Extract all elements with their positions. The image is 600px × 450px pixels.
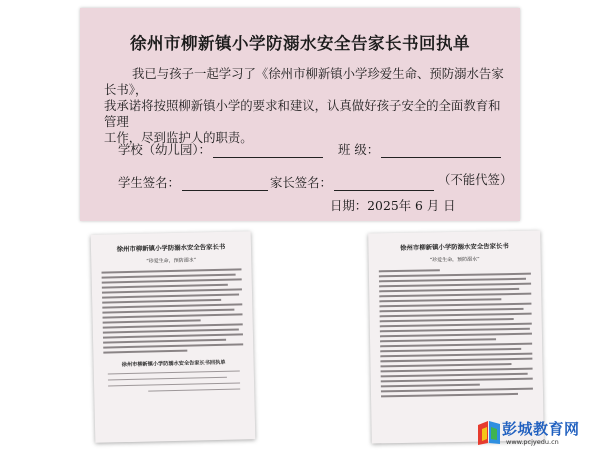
- class-blank: [381, 145, 501, 158]
- letter-left-receipt-title: 徐州市柳新镇小学防溺水安全告家长书回执单: [121, 359, 226, 368]
- letter-left-subtitle: “珍爱生命，预防溺水”: [146, 257, 197, 265]
- school-blank: [213, 145, 323, 158]
- book-logo-icon: [476, 419, 502, 447]
- no-proxy-note: （不能代签）: [438, 172, 513, 187]
- class-label: 班 级：: [338, 142, 380, 157]
- paragraph-line-2: 我承诺将按照柳新镇小学的要求和建议，认真做好孩子安全的全面教育和管理: [104, 98, 501, 129]
- student-sign-field: [118, 173, 268, 191]
- brand-url: www.pcjyedu.cn: [506, 438, 559, 446]
- letter-left-title: 徐州市柳新镇小学防溺水安全告家长书: [116, 242, 226, 254]
- letter-left-receipt-lines: [108, 370, 240, 392]
- parent-sign-field: [270, 173, 434, 191]
- brand-name: 彭城教育网: [502, 420, 580, 438]
- letter-photo-right: [368, 231, 544, 444]
- paragraph-line-3: 工作，尽到监护人的职责。: [104, 130, 253, 145]
- letter-right-title: 徐州市柳新镇小学防溺水安全告家长书: [400, 242, 509, 252]
- letter-right-body: [379, 268, 533, 397]
- class-field: [338, 140, 501, 158]
- letter-photo-left: [91, 231, 256, 443]
- letter-right-subtitle: “珍爱生命，预防溺水”: [429, 256, 480, 264]
- paragraph-line-1: 我已与孩子一起学习了《徐州市柳新镇小学珍爱生命、预防溺水告家长书》，: [104, 66, 504, 97]
- date-line: 日期：2025年 6 月 日: [330, 198, 456, 213]
- student-sign-label: 学生签名：: [118, 175, 180, 190]
- receipt-title: 徐州市柳新镇小学防溺水安全告家长书回执单: [130, 34, 470, 53]
- receipt-paragraph: [104, 66, 504, 146]
- receipt-slip: [80, 8, 520, 221]
- student-sign-blank: [182, 178, 268, 191]
- parent-sign-label: 家长签名：: [270, 175, 332, 190]
- letter-left-body: [101, 268, 243, 353]
- school-label: 学校（幼儿园）：: [118, 142, 211, 157]
- site-logo: [476, 417, 600, 450]
- school-field: [118, 140, 323, 158]
- parent-sign-blank: [334, 178, 434, 191]
